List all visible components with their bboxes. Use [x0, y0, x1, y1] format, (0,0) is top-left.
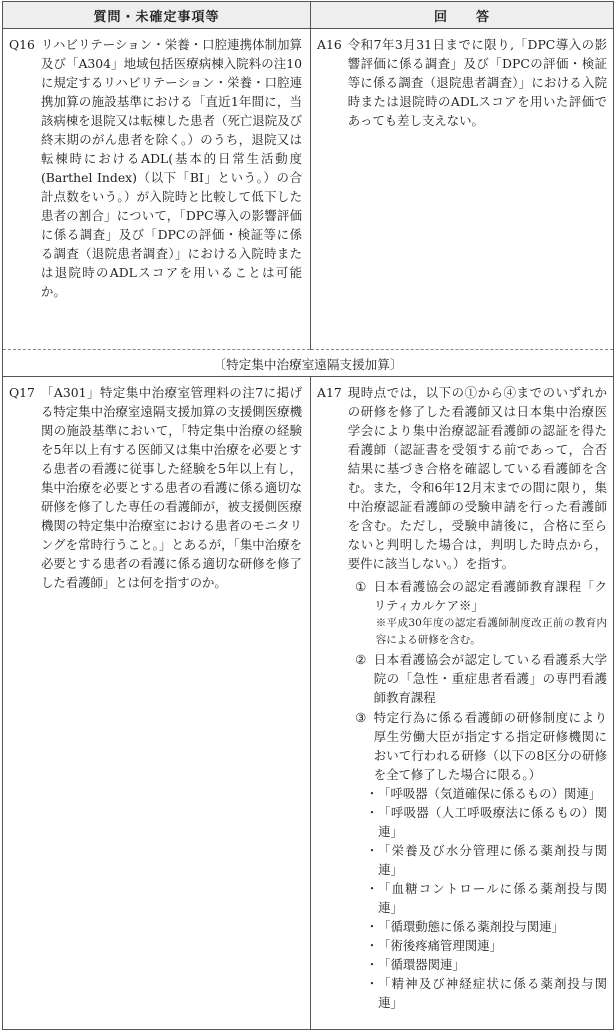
- question-column-header: 質問・未確定事項等: [3, 2, 311, 29]
- footnote: ※平成30年度の認定看護師制度改正前の教育内容による研修を含む。: [375, 617, 607, 646]
- q17-cell: [3, 377, 311, 1030]
- bullet-item: ・ 「精神及び神経症状に係る薬剤投与関連」: [365, 976, 607, 1010]
- q16-text: リハビリテーション・栄養・口腔連携体制加算及び「A304」地域包括医療病棟入院料の注10に規定するリハビリテーション・栄養・口腔連携加算の施設基準における「直近1年間に，当該病棟を退院又は転棟した患者（死亡退院及び終末期のがん患者を除く。）のうち，退院又は転棟時におけるADL(基本的日常生活動度(Barthel Index)（以下「BI」という。）の合計点数をいう。）が入院時と比較して低下した患者の割合」について，「DPC導入の影響評価に係る調査」及び「DPCの評価・検証等に係る調査（退院患者調査）」における入院時または退院時のADLスコアを用いることは可能か。: [40, 37, 302, 299]
- q17-text: 「A301」特定集中治療室管理料の注7に掲げる特定集中治療室遠隔支援加算の支援側医療機関の施設基準において，「特定集中治療の経験を5年以上有する医師又は集中治療を必要とする患者の看護に従事した経験を5年以上有し，集中治療を必要とする患者の看護に係る適切な研修を修了した専任の看護師が，被支援側医療機関の特定集中治療室における患者のモニタリングを常時行うこと。」とあるが，「集中治療を必要とする患者の看護に係る適切な研修を修了した看護師」とは何を指すのか。: [40, 385, 302, 590]
- bullet-item: ・ 「循環器関連」: [365, 957, 465, 972]
- list-item-text: 特定行為に係る看護師の研修制度により厚生労働大臣が指定する指定研修機関において行われる研修（以下の8区分の研修を全て修了した場合に限る。）: [373, 710, 607, 782]
- bullet-item: ・ 「栄養及び水分管理に係る薬剤投与関連」: [365, 843, 607, 877]
- bullet-item: ・ 「呼吸器（気道確保に係るもの）関連」: [365, 786, 602, 801]
- bullet-item: ・ 「循環動態に係る薬剤投与関連」: [365, 919, 564, 934]
- training-list: [348, 577, 607, 1012]
- section-title: 〔特定集中治療室遠隔支援加算〕: [3, 350, 614, 377]
- list-item-text: 日本看護協会が認定している看護系大学院の「急性・重症患者看護」の専門看護師教育課程: [373, 652, 607, 705]
- section-row: [3, 350, 614, 377]
- bullet-item: ・ 「術後疼痛管理関連」: [365, 938, 503, 953]
- list-item: ① 日本看護協会の認定看護師教育課程「クリティカルケア※」 ※平成30年度の認定看護師制度改正前の教育内容による研修を含む。: [348, 577, 607, 649]
- a17-text: 現時点では，以下の①から④までのいずれかの研修を修了した看護師又は日本集中治療医学会により集中治療認証看護師の認証を得た看護師（認証書を受領する前であって，合否結果に基づき合格を確認している看護師を含む。また，令和6年12月末までの間に限り，集中治療認証看護師の受験申請を行った看護師を含む。ただし，受験申請後に，合格に至らないと判明した場合は，判明した時点から，要件に該当しない。）を指す。: [347, 385, 607, 571]
- qa-row-16: [3, 29, 614, 350]
- list-item: ② 日本看護協会が認定している看護系大学院の「急性・重症患者看護」の専門看護師教育課程: [355, 652, 607, 705]
- list-item: ③ 特定行為に係る看護師の研修制度により厚生労働大臣が指定する指定研修機関において行われる研修（以下の8区分の研修を全て修了した場合に限る。）: [355, 710, 607, 782]
- a16-text: 令和7年3月31日までに限り,「DPC導入の影響評価に係る調査」及び「DPCの評価・検証等に係る調査（退院患者調査）」における入院時または退院時のADLスコアを用いた評価であっても差し支えない。: [347, 37, 607, 128]
- bullet-item: ・ 「血糖コントロールに係る薬剤投与関連」: [365, 881, 607, 915]
- category-bullet-list: [348, 784, 607, 1012]
- q16-cell: [3, 29, 311, 350]
- table-header: [3, 2, 614, 29]
- answer-column-header: 回 答: [311, 2, 614, 29]
- q17-label: Q17: [9, 385, 35, 400]
- qa-row-17: [3, 377, 614, 1030]
- a16-label: A16: [317, 37, 342, 52]
- bullet-item: ・ 「呼吸器（人工呼吸療法に係るもの）関連」: [365, 805, 607, 839]
- list-item-text: 日本看護協会の認定看護師教育課程「クリティカルケア※」: [373, 579, 607, 613]
- a16-cell: [311, 29, 614, 350]
- a17-label: A17: [317, 385, 342, 400]
- q16-label: Q16: [9, 37, 35, 52]
- a17-cell: [311, 377, 614, 1030]
- qa-table: [2, 1, 614, 1030]
